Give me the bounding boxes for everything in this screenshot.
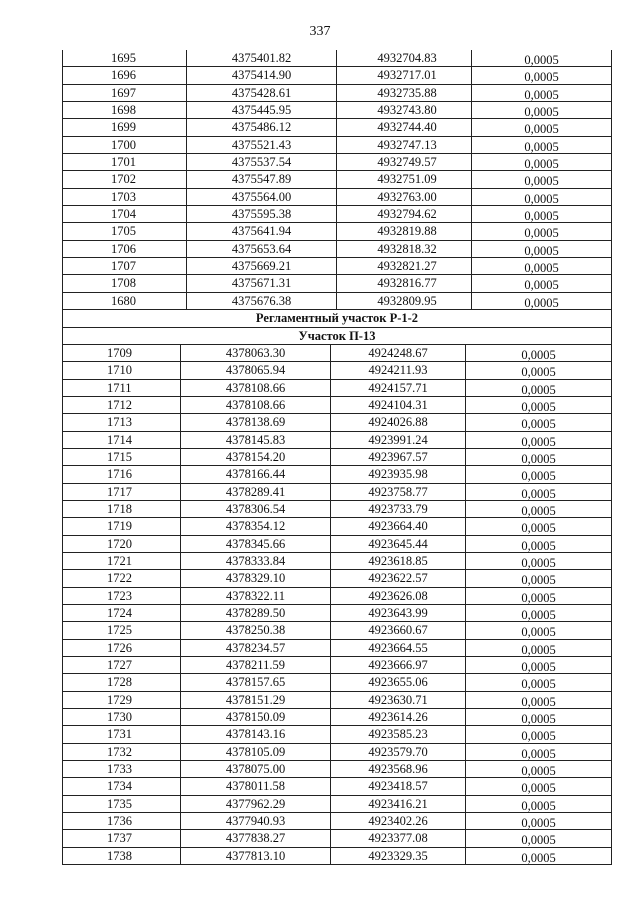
y-coordinate-cell: 4923614.26 xyxy=(331,709,466,725)
table-row xyxy=(63,345,611,362)
table-row xyxy=(63,206,611,223)
x-coordinate-cell: 4375547.89 xyxy=(187,171,337,187)
x-coordinate-cell: 4378105.09 xyxy=(181,744,331,760)
table-row xyxy=(63,536,611,553)
accuracy-cell: 0,0005 xyxy=(521,347,556,362)
point-number-cell: 1700 xyxy=(63,137,187,153)
x-coordinate-cell: 4378151.29 xyxy=(181,692,331,708)
point-number-cell: 1736 xyxy=(63,813,181,829)
y-coordinate-cell: 4923377.08 xyxy=(331,830,466,846)
table-row xyxy=(63,449,611,466)
x-coordinate-cell: 4375486.12 xyxy=(187,119,337,135)
y-coordinate-cell: 4932821.27 xyxy=(337,258,472,274)
point-number-cell: 1729 xyxy=(63,692,181,708)
x-coordinate-cell: 4378250.38 xyxy=(181,622,331,638)
y-coordinate-cell: 4923418.57 xyxy=(331,778,466,794)
y-coordinate-cell: 4932751.09 xyxy=(337,171,472,187)
y-coordinate-cell: 4923402.26 xyxy=(331,813,466,829)
table-row xyxy=(63,830,611,847)
point-number-cell: 1730 xyxy=(63,709,181,725)
y-coordinate-cell: 4932749.57 xyxy=(337,154,472,170)
accuracy-cell: 0,0005 xyxy=(521,503,556,518)
x-coordinate-cell: 4375564.00 xyxy=(187,189,337,205)
table-row xyxy=(63,223,611,240)
x-coordinate-cell: 4375521.43 xyxy=(187,137,337,153)
x-coordinate-cell: 4378108.66 xyxy=(181,380,331,396)
x-coordinate-cell: 4375537.54 xyxy=(187,154,337,170)
y-coordinate-cell: 4932809.95 xyxy=(337,293,472,309)
accuracy-cell: 0,0005 xyxy=(521,538,556,552)
accuracy-cell: 0,0005 xyxy=(521,642,556,657)
table-row xyxy=(63,570,611,587)
table-group-2 xyxy=(63,345,611,865)
x-coordinate-cell: 4378150.09 xyxy=(181,709,331,725)
y-coordinate-cell: 4923622.57 xyxy=(331,570,466,586)
accuracy-cell: 0,0005 xyxy=(524,105,559,119)
x-coordinate-cell: 4375595.38 xyxy=(187,206,337,222)
table-row xyxy=(63,362,611,379)
point-number-cell: 1707 xyxy=(63,258,187,274)
point-number-cell: 1714 xyxy=(63,432,181,448)
y-coordinate-cell: 4923645.44 xyxy=(331,536,466,552)
table-row xyxy=(63,518,611,535)
accuracy-cell: 0,0005 xyxy=(524,295,559,310)
y-coordinate-cell: 4923967.57 xyxy=(331,449,466,465)
y-coordinate-cell: 4932794.62 xyxy=(337,206,472,222)
x-coordinate-cell: 4378166.44 xyxy=(181,466,331,482)
x-coordinate-cell: 4378289.50 xyxy=(181,605,331,621)
y-coordinate-cell: 4924157.71 xyxy=(331,380,466,396)
table-row xyxy=(63,189,611,206)
point-number-cell: 1722 xyxy=(63,570,181,586)
table-row xyxy=(63,813,611,830)
point-number-cell: 1697 xyxy=(63,85,187,101)
y-coordinate-cell: 4923660.67 xyxy=(331,622,466,638)
point-number-cell: 1710 xyxy=(63,362,181,378)
accuracy-cell: 0,0005 xyxy=(521,399,556,414)
subsection-title: Участок П-13 xyxy=(63,328,611,345)
x-coordinate-cell: 4378329.10 xyxy=(181,570,331,586)
accuracy-cell: 0,0005 xyxy=(524,122,559,136)
accuracy-cell: 0,0005 xyxy=(524,209,559,223)
accuracy-cell: 0,0005 xyxy=(521,850,556,865)
point-number-cell: 1705 xyxy=(63,223,187,239)
accuracy-cell: 0,0005 xyxy=(524,261,559,275)
y-coordinate-cell: 4932704.83 xyxy=(337,50,472,66)
accuracy-cell: 0,0005 xyxy=(524,278,559,292)
accuracy-cell: 0,0005 xyxy=(521,694,556,709)
table-row xyxy=(63,293,611,310)
accuracy-cell: 0,0005 xyxy=(521,521,556,535)
y-coordinate-cell: 4923618.85 xyxy=(331,553,466,569)
y-coordinate-cell: 4932819.88 xyxy=(337,223,472,239)
point-number-cell: 1732 xyxy=(63,744,181,760)
table-row xyxy=(63,67,611,84)
table-row xyxy=(63,588,611,605)
accuracy-cell: 0,0005 xyxy=(524,87,559,102)
y-coordinate-cell: 4924104.31 xyxy=(331,397,466,413)
point-number-cell: 1709 xyxy=(63,345,181,361)
accuracy-cell: 0,0005 xyxy=(521,417,556,431)
y-coordinate-cell: 4923733.79 xyxy=(331,501,466,517)
point-number-cell: 1733 xyxy=(63,761,181,777)
y-coordinate-cell: 4924026.88 xyxy=(331,414,466,430)
accuracy-cell: 0,0005 xyxy=(524,157,559,171)
x-coordinate-cell: 4378138.69 xyxy=(181,414,331,430)
x-coordinate-cell: 4375445.95 xyxy=(187,102,337,118)
accuracy-cell: 0,0005 xyxy=(521,365,556,379)
point-number-cell: 1724 xyxy=(63,605,181,621)
table-row xyxy=(63,553,611,570)
point-number-cell: 1680 xyxy=(63,293,187,309)
table-group-1 xyxy=(63,50,611,310)
y-coordinate-cell: 4923626.08 xyxy=(331,588,466,604)
point-number-cell: 1718 xyxy=(63,501,181,517)
table-row xyxy=(63,692,611,709)
table-row xyxy=(63,275,611,292)
accuracy-cell: 0,0005 xyxy=(521,677,556,691)
accuracy-cell: 0,0005 xyxy=(521,555,556,570)
x-coordinate-cell: 4377962.29 xyxy=(181,796,331,812)
y-coordinate-cell: 4924248.67 xyxy=(331,345,466,361)
y-coordinate-cell: 4932818.32 xyxy=(337,241,472,257)
point-number-cell: 1696 xyxy=(63,67,187,83)
x-coordinate-cell: 4378345.66 xyxy=(181,536,331,552)
accuracy-cell: 0,0005 xyxy=(524,53,559,67)
accuracy-cell: 0,0005 xyxy=(521,573,556,587)
accuracy-cell: 0,0005 xyxy=(521,608,556,622)
x-coordinate-cell: 4378306.54 xyxy=(181,501,331,517)
accuracy-cell: 0,0005 xyxy=(521,469,556,483)
table-row xyxy=(63,657,611,674)
y-coordinate-cell: 4923666.97 xyxy=(331,657,466,673)
table-row xyxy=(63,85,611,102)
y-coordinate-cell: 4923630.71 xyxy=(331,692,466,708)
point-number-cell: 1719 xyxy=(63,518,181,534)
accuracy-cell: 0,0005 xyxy=(521,833,556,847)
point-number-cell: 1708 xyxy=(63,275,187,291)
x-coordinate-cell: 4378333.84 xyxy=(181,553,331,569)
section-title: Регламентный участок Р-1-2 xyxy=(63,310,611,327)
coordinates-table xyxy=(62,50,612,865)
table-row xyxy=(63,50,611,67)
point-number-cell: 1704 xyxy=(63,206,187,222)
table-row xyxy=(63,241,611,258)
table-row xyxy=(63,397,611,414)
table-row xyxy=(63,102,611,119)
point-number-cell: 1703 xyxy=(63,189,187,205)
y-coordinate-cell: 4923416.21 xyxy=(331,796,466,812)
x-coordinate-cell: 4375641.94 xyxy=(187,223,337,239)
accuracy-cell: 0,0005 xyxy=(521,781,556,795)
point-number-cell: 1735 xyxy=(63,796,181,812)
x-coordinate-cell: 4378234.57 xyxy=(181,640,331,656)
table-row xyxy=(63,501,611,518)
y-coordinate-cell: 4924211.93 xyxy=(331,362,466,378)
table-row xyxy=(63,466,611,483)
x-coordinate-cell: 4378354.12 xyxy=(181,518,331,534)
accuracy-cell: 0,0005 xyxy=(521,816,556,830)
table-row xyxy=(63,726,611,743)
point-number-cell: 1701 xyxy=(63,154,187,170)
x-coordinate-cell: 4375428.61 xyxy=(187,85,337,101)
point-number-cell: 1720 xyxy=(63,536,181,552)
point-number-cell: 1734 xyxy=(63,778,181,794)
point-number-cell: 1726 xyxy=(63,640,181,656)
accuracy-cell: 0,0005 xyxy=(521,746,556,761)
x-coordinate-cell: 4375653.64 xyxy=(187,241,337,257)
point-number-cell: 1725 xyxy=(63,622,181,638)
x-coordinate-cell: 4378211.59 xyxy=(181,657,331,673)
point-number-cell: 1728 xyxy=(63,674,181,690)
table-row xyxy=(63,640,611,657)
y-coordinate-cell: 4923655.06 xyxy=(331,674,466,690)
y-coordinate-cell: 4923568.96 xyxy=(331,761,466,777)
x-coordinate-cell: 4378145.83 xyxy=(181,432,331,448)
accuracy-cell: 0,0005 xyxy=(521,729,556,743)
table-row xyxy=(63,848,611,865)
table-row xyxy=(63,796,611,813)
accuracy-cell: 0,0005 xyxy=(521,625,556,639)
y-coordinate-cell: 4932744.40 xyxy=(337,119,472,135)
x-coordinate-cell: 4375669.21 xyxy=(187,258,337,274)
y-coordinate-cell: 4923991.24 xyxy=(331,432,466,448)
accuracy-cell: 0,0005 xyxy=(524,174,559,188)
table-row xyxy=(63,778,611,795)
x-coordinate-cell: 4378157.65 xyxy=(181,674,331,690)
y-coordinate-cell: 4932816.77 xyxy=(337,275,472,291)
x-coordinate-cell: 4375671.31 xyxy=(187,275,337,291)
x-coordinate-cell: 4377813.10 xyxy=(181,848,331,864)
accuracy-cell: 0,0005 xyxy=(524,226,559,240)
y-coordinate-cell: 4923664.55 xyxy=(331,640,466,656)
y-coordinate-cell: 4923643.99 xyxy=(331,605,466,621)
y-coordinate-cell: 4923758.77 xyxy=(331,484,466,500)
y-coordinate-cell: 4923579.70 xyxy=(331,744,466,760)
x-coordinate-cell: 4377838.27 xyxy=(181,830,331,846)
point-number-cell: 1727 xyxy=(63,657,181,673)
point-number-cell: 1711 xyxy=(63,380,181,396)
x-coordinate-cell: 4378011.58 xyxy=(181,778,331,794)
table-row xyxy=(63,137,611,154)
point-number-cell: 1698 xyxy=(63,102,187,118)
table-row xyxy=(63,484,611,501)
point-number-cell: 1731 xyxy=(63,726,181,742)
table-row xyxy=(63,432,611,449)
x-coordinate-cell: 4378108.66 xyxy=(181,397,331,413)
x-coordinate-cell: 4378075.00 xyxy=(181,761,331,777)
x-coordinate-cell: 4375401.82 xyxy=(187,50,337,66)
table-row xyxy=(63,605,611,622)
y-coordinate-cell: 4932743.80 xyxy=(337,102,472,118)
y-coordinate-cell: 4932747.13 xyxy=(337,137,472,153)
x-coordinate-cell: 4378154.20 xyxy=(181,449,331,465)
accuracy-cell: 0,0005 xyxy=(521,764,556,778)
table-row xyxy=(63,622,611,639)
table-row xyxy=(63,119,611,136)
point-number-cell: 1716 xyxy=(63,466,181,482)
x-coordinate-cell: 4375676.38 xyxy=(187,293,337,309)
accuracy-cell: 0,0005 xyxy=(521,660,556,674)
x-coordinate-cell: 4378063.30 xyxy=(181,345,331,361)
table-row xyxy=(63,258,611,275)
point-number-cell: 1695 xyxy=(63,50,187,66)
x-coordinate-cell: 4378143.16 xyxy=(181,726,331,742)
point-number-cell: 1715 xyxy=(63,449,181,465)
x-coordinate-cell: 4377940.93 xyxy=(181,813,331,829)
accuracy-cell: 0,0005 xyxy=(524,70,559,84)
table-row xyxy=(63,674,611,691)
y-coordinate-cell: 4923664.40 xyxy=(331,518,466,534)
table-row xyxy=(63,414,611,431)
accuracy-cell: 0,0005 xyxy=(521,451,556,466)
accuracy-cell: 0,0005 xyxy=(521,712,556,726)
x-coordinate-cell: 4378289.41 xyxy=(181,484,331,500)
point-number-cell: 1712 xyxy=(63,397,181,413)
point-number-cell: 1699 xyxy=(63,119,187,135)
table-row xyxy=(63,709,611,726)
point-number-cell: 1723 xyxy=(63,588,181,604)
point-number-cell: 1713 xyxy=(63,414,181,430)
point-number-cell: 1721 xyxy=(63,553,181,569)
table-row xyxy=(63,761,611,778)
accuracy-cell: 0,0005 xyxy=(524,191,559,206)
y-coordinate-cell: 4932717.01 xyxy=(337,67,472,83)
y-coordinate-cell: 4923935.98 xyxy=(331,466,466,482)
accuracy-cell: 0,0005 xyxy=(521,590,556,604)
x-coordinate-cell: 4375414.90 xyxy=(187,67,337,83)
point-number-cell: 1737 xyxy=(63,830,181,846)
x-coordinate-cell: 4378065.94 xyxy=(181,362,331,378)
accuracy-cell: 0,0005 xyxy=(521,382,556,396)
accuracy-cell: 0,0005 xyxy=(521,434,556,448)
y-coordinate-cell: 4932763.00 xyxy=(337,189,472,205)
table-row xyxy=(63,744,611,761)
y-coordinate-cell: 4923585.23 xyxy=(331,726,466,742)
accuracy-cell: 0,0005 xyxy=(524,243,559,258)
table-row xyxy=(63,154,611,171)
page-number: 337 xyxy=(309,24,331,39)
point-number-cell: 1717 xyxy=(63,484,181,500)
table-row xyxy=(63,380,611,397)
x-coordinate-cell: 4378322.11 xyxy=(181,588,331,604)
accuracy-cell: 0,0005 xyxy=(521,798,556,813)
point-number-cell: 1706 xyxy=(63,241,187,257)
accuracy-cell: 0,0005 xyxy=(521,486,556,500)
point-number-cell: 1738 xyxy=(63,848,181,864)
y-coordinate-cell: 4932735.88 xyxy=(337,85,472,101)
y-coordinate-cell: 4923329.35 xyxy=(331,848,466,864)
accuracy-cell: 0,0005 xyxy=(524,139,559,154)
point-number-cell: 1702 xyxy=(63,171,187,187)
table-row xyxy=(63,171,611,188)
